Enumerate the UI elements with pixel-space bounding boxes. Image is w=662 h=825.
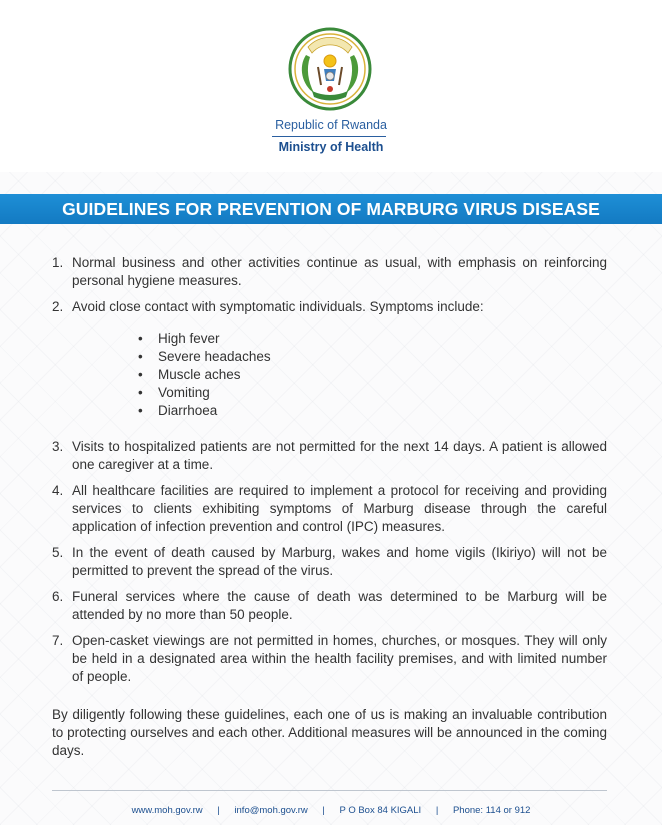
footer-separator: | <box>322 805 325 816</box>
title-banner <box>0 194 662 224</box>
guideline-text: Avoid close contact with symptomatic individuals. Symptoms include: <box>72 299 484 314</box>
guideline-number: 4. <box>52 483 64 498</box>
guideline-number: 1. <box>52 255 64 270</box>
guideline-text: Funeral services where the cause of death was determined to be Marburg will be attended by no more than 50 people. <box>72 589 607 622</box>
republic-name: Republic of Rwanda <box>275 118 387 132</box>
footer-separator: | <box>217 805 220 816</box>
guideline-item <box>52 254 607 290</box>
guideline-text: In the event of death caused by Marburg, wakes and home vigils (Ikiriyo) will not be permitted to prevent the spread of the virus. <box>72 545 607 578</box>
symptom-item: • High fever <box>138 330 607 348</box>
guideline-text: Normal business and other activities continue as usual, with emphasis on reinforcing personal hygiene measures. <box>72 255 607 288</box>
guideline-item <box>52 298 607 420</box>
guideline-number: 2. <box>52 299 64 314</box>
guideline-item <box>52 588 607 624</box>
rwanda-coat-of-arms-emblem <box>288 27 372 111</box>
footer-po-box: P O Box 84 KIGALI <box>339 805 422 816</box>
ministry-name: Ministry of Health <box>278 140 384 154</box>
symptom-item: • Muscle aches <box>138 366 607 384</box>
guideline-text: Visits to hospitalized patients are not permitted for the next 14 days. A patient is allowed one caregiver at a time. <box>72 439 607 472</box>
guideline-number: 6. <box>52 589 64 604</box>
symptom-item: • Diarrhoea <box>138 402 607 420</box>
guidelines-content <box>52 254 607 760</box>
footer-separator: | <box>435 805 439 816</box>
page-title: GUIDELINES FOR PREVENTION OF MARBURG VIRUS DISEASE <box>62 199 600 219</box>
footer-phone: Phone: 114 or 912 <box>452 805 531 816</box>
guideline-text: Open-casket viewings are not permitted in homes, churches, or mosques. They will only be held in a designated area within the health facility premises, and with limited number of people. <box>72 633 607 684</box>
guideline-item <box>52 482 607 536</box>
guideline-item <box>52 438 607 474</box>
symptom-item: • Severe headaches <box>138 348 607 366</box>
guideline-number: 5. <box>52 545 64 560</box>
symptom-item: • Vomiting <box>138 384 607 402</box>
guidelines-list <box>52 254 607 686</box>
closing-paragraph: By diligently following these guidelines, each one of us is making an invaluable contribution to protecting ourselves and each other. Additional measures will be announced in the coming days. <box>52 707 607 758</box>
footer-website-link[interactable]: www.moh.gov.rw <box>131 805 203 816</box>
guideline-item <box>52 632 607 686</box>
guideline-number: 3. <box>52 439 64 454</box>
guideline-text: All healthcare facilities are required to implement a protocol for receiving and providing services to clients exhibiting symptoms of Marburg disease through the careful application of infection prevention and control (IPC) measures. <box>72 483 607 534</box>
footer-divider <box>52 790 607 791</box>
letterhead <box>0 0 662 172</box>
footer <box>0 805 662 816</box>
guideline-item <box>52 544 607 580</box>
guideline-number: 7. <box>52 633 64 648</box>
footer-email-link[interactable]: info@moh.gov.rw <box>234 805 308 816</box>
header-divider <box>272 136 386 137</box>
symptoms-list <box>72 330 607 420</box>
